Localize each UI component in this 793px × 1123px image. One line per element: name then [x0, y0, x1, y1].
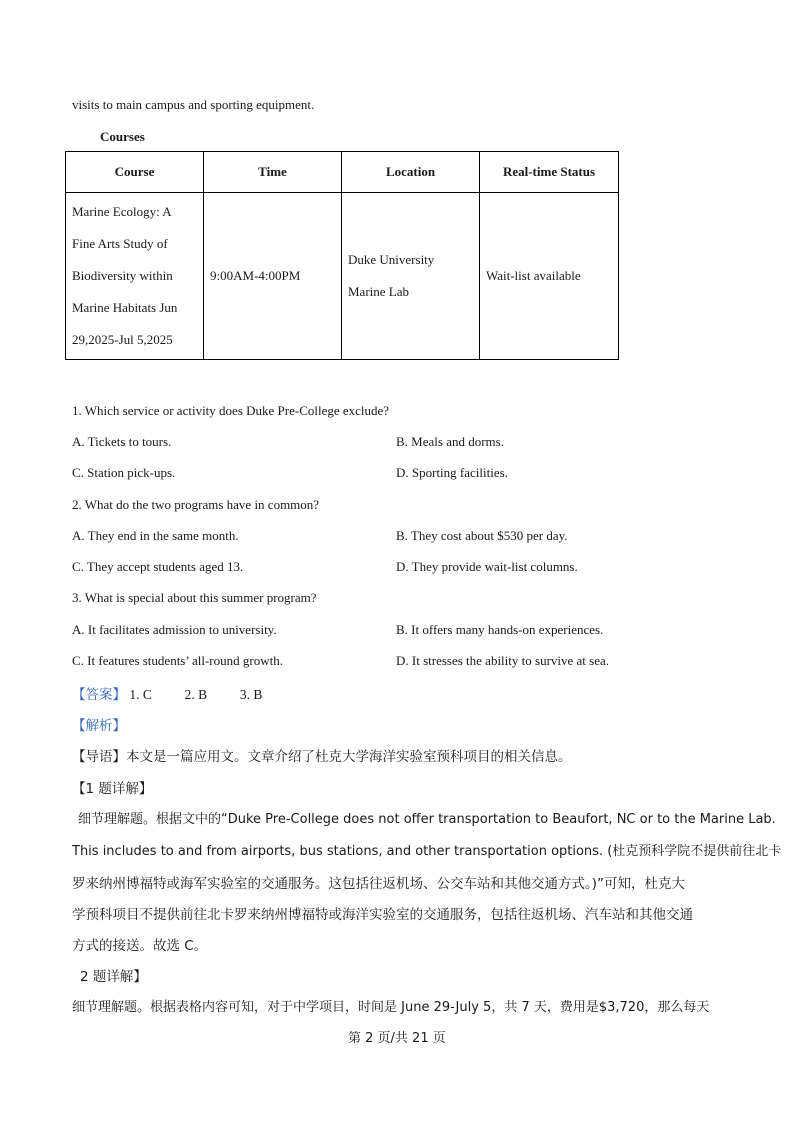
course-line: Marine Ecology: A [72, 204, 172, 219]
q1-detail-line: 罗来纳州博福特或海军实验室的交通服务。这包括往返机场、公交车站和其他交通方式。)”可知，杜克大 [72, 876, 686, 892]
course-line: Fine Arts Study of [72, 236, 168, 251]
q3-option-c: C. It features students’ all-round growth. [72, 653, 283, 668]
intro-line: visits to main campus and sporting equipment. [72, 97, 315, 112]
header-status: Real-time Status [480, 152, 619, 193]
courses-table [65, 151, 619, 360]
q1-detail-line: 方式的接送。故选 C。 [72, 938, 208, 954]
guide-text: 【导语】本文是一篇应用文。文章介绍了杜克大学海洋实验室预科项目的相关信息。 [72, 749, 572, 765]
course-line: 29,2025-Jul 5,2025 [72, 332, 173, 347]
question-1-stem: 1. Which service or activity does Duke Pre-College exclude? [72, 403, 390, 418]
header-location: Location [342, 152, 480, 193]
question-2-stem: 2. What do the two programs have in common? [72, 497, 320, 512]
page-footer: 第 2 页/共 21 页 [348, 1031, 446, 1046]
answer-1: 1. C [129, 687, 152, 702]
q2-option-b: B. They cost about $530 per day. [396, 528, 568, 543]
q2-detail-line: 细节理解题。根据表格内容可知，对于中学项目，时间是 June 29-July 5，共 7 天，费用是$3,720，那么每天 [72, 1000, 710, 1015]
q3-option-d: D. It stresses the ability to survive at sea. [396, 653, 610, 668]
time-cell: 9:00AM-4:00PM [204, 193, 342, 360]
course-line: Biodiversity within [72, 268, 173, 283]
location-line: Marine Lab [348, 284, 410, 299]
header-time: Time [204, 152, 342, 193]
q1-option-a: A. Tickets to tours. [72, 434, 172, 449]
answer-line [72, 683, 262, 703]
question-3-stem: 3. What is special about this summer program? [72, 590, 317, 605]
courses-heading: Courses [100, 129, 145, 144]
q1-option-b: B. Meals and dorms. [396, 434, 504, 449]
answer-label: 【答案】 [72, 687, 126, 703]
q1-detail-line: This includes to and from airports, bus stations, and other transportation options. (杜克预科学院不提供前往北卡 [72, 844, 782, 859]
table-row [66, 193, 619, 360]
q1-detail-line: 学预科项目不提供前往北卡罗来纳州博福特或海洋实验室的交通服务，包括往返机场、汽车站和其他交通 [72, 907, 693, 923]
q2-option-a: A. They end in the same month. [72, 528, 239, 543]
location-cell [342, 193, 480, 360]
location-line: Duke University [348, 252, 435, 267]
header-course: Course [66, 152, 204, 193]
answer-2: 2. B [184, 687, 208, 702]
table-header-row [66, 152, 619, 193]
q1-option-d: D. Sporting facilities. [396, 465, 508, 480]
answer-3: 3. B [239, 687, 263, 702]
q3-option-b: B. It offers many hands-on experiences. [396, 622, 604, 637]
q2-option-d: D. They provide wait-list columns. [396, 559, 578, 574]
status-cell: Wait-list available [480, 193, 619, 360]
course-line: Marine Habitats Jun [72, 300, 178, 315]
q2-option-c: C. They accept students aged 13. [72, 559, 244, 574]
q3-option-a: A. It facilitates admission to university. [72, 622, 277, 637]
analysis-label: 【解析】 [72, 718, 126, 734]
q1-option-c: C. Station pick-ups. [72, 465, 176, 480]
q1-detail-line: 细节理解题。根据文中的“Duke Pre-College does not offer transportation to Beaufort, NC or to the Marine Lab. [78, 812, 776, 827]
q2-detail-heading: 2 题详解】 [80, 969, 147, 985]
course-cell [66, 193, 204, 360]
q1-detail-heading: 【1 题详解】 [72, 781, 153, 797]
